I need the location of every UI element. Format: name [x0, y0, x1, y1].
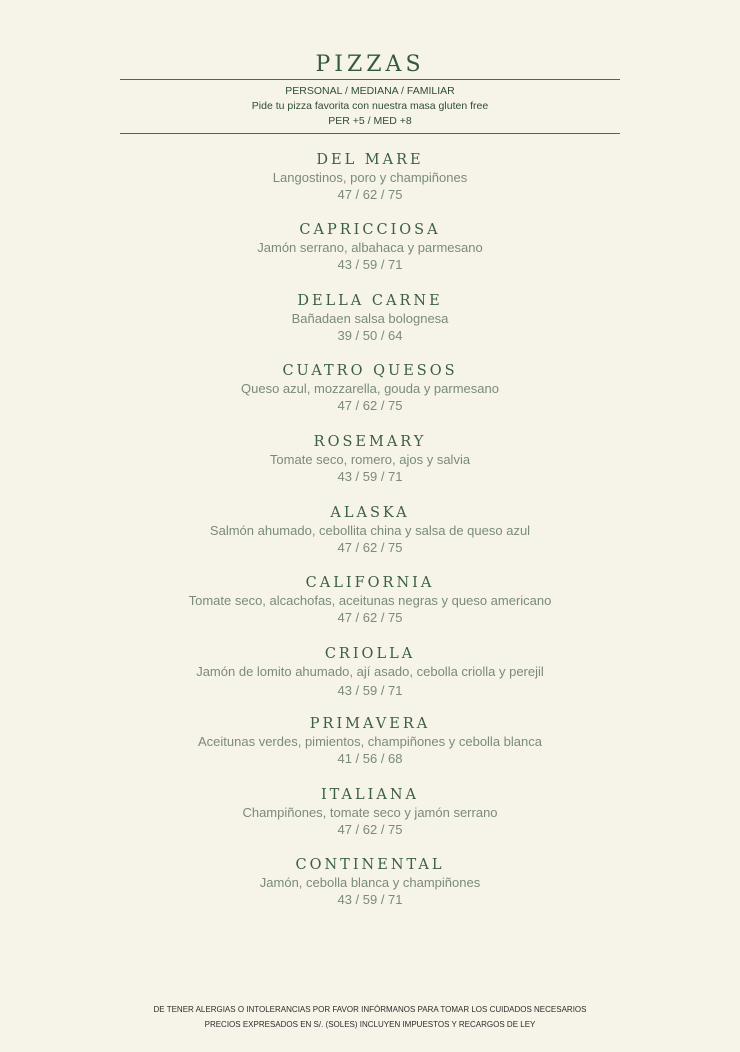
item-name: CRIOLLA — [324, 646, 416, 662]
sizes-line: PERSONAL / MEDIANA / FAMILIAR — [285, 85, 455, 97]
item-name: ITALIANA — [320, 787, 420, 803]
item-description: Aceitunas verdes, pimientos, champiñones y cebolla blanca — [198, 734, 542, 749]
menu-item-california — [0, 574, 740, 626]
menu-item-criolla — [0, 645, 740, 699]
menu-footer — [0, 1002, 740, 1032]
item-price: 41 / 56 / 68 — [337, 751, 403, 766]
menu-item-italiana — [0, 786, 740, 838]
item-price: 39 / 50 / 64 — [337, 328, 403, 343]
item-name: DEL MARE — [316, 152, 424, 168]
item-name: CUATRO QUESOS — [282, 363, 458, 379]
item-description: Tomate seco, alcachofas, aceitunas negras y queso americano — [188, 593, 552, 608]
surcharge-line: PER +5 / MED +8 — [328, 115, 412, 127]
menu-title: PIZZAS — [315, 52, 425, 77]
item-description: Queso azul, mozzarella, gouda y parmesano — [241, 381, 499, 396]
item-description: Tomate seco, romero, ajos y salvia — [269, 452, 471, 467]
item-price: 47 / 62 / 75 — [337, 187, 403, 202]
item-name: CALIFORNIA — [305, 575, 435, 591]
item-price: 47 / 62 / 75 — [337, 398, 403, 413]
item-price: 43 / 59 / 71 — [337, 683, 403, 698]
item-description: Bañadaen salsa bolognesa — [291, 311, 449, 326]
allergy-note: DE TENER ALERGIAS O INTOLERANCIAS POR FAVOR INFÓRMANOS PARA TOMAR LOS CUIDADOS NECESARIOS — [153, 1005, 587, 1014]
item-description: Salmón ahumado, cebollita china y salsa de queso azul — [209, 523, 531, 538]
item-description: Jamón de lomito ahumado, ají asado, cebolla criolla y perejil — [196, 664, 544, 679]
menu-item-alaska — [0, 504, 740, 556]
menu-item-della-carne — [0, 292, 740, 344]
item-price: 43 / 59 / 71 — [337, 469, 403, 484]
price-note: PRECIOS EXPRESADOS EN S/. (SOLES) INCLUYEN IMPUESTOS Y RECARGOS DE LEY — [204, 1020, 536, 1029]
title-divider-top — [120, 79, 620, 80]
item-price: 47 / 62 / 75 — [337, 540, 403, 555]
item-name: CAPRICCIOSA — [299, 222, 441, 238]
item-description: Jamón serrano, albahaca y parmesano — [257, 240, 483, 255]
menu-item-cuatro-quesos — [0, 362, 740, 414]
item-description: Langostinos, poro y champiñones — [272, 170, 468, 185]
menu-item-rosemary — [0, 433, 740, 485]
item-price: 47 / 62 / 75 — [337, 822, 403, 837]
gluten-free-line: Pide tu pizza favorita con nuestra masa gluten free — [251, 100, 489, 112]
item-name: ALASKA — [330, 505, 410, 521]
menu-item-del-mare — [0, 151, 740, 203]
item-name: PRIMAVERA — [309, 716, 431, 732]
item-price: 47 / 62 / 75 — [337, 610, 403, 625]
item-price: 43 / 59 / 71 — [337, 257, 403, 272]
item-price: 43 / 59 / 71 — [337, 892, 403, 907]
item-name: ROSEMARY — [313, 434, 427, 450]
item-name: CONTINENTAL — [295, 857, 445, 873]
menu-subheader — [0, 84, 740, 129]
item-description: Jamón, cebolla blanca y champiñones — [259, 875, 481, 890]
menu-item-capricciosa — [0, 221, 740, 273]
title-divider-bottom — [120, 133, 620, 134]
item-name: DELLA CARNE — [297, 293, 443, 309]
menu-item-continental — [0, 856, 740, 908]
item-description: Champiñones, tomate seco y jamón serrano — [242, 805, 498, 820]
menu-item-primavera — [0, 715, 740, 767]
